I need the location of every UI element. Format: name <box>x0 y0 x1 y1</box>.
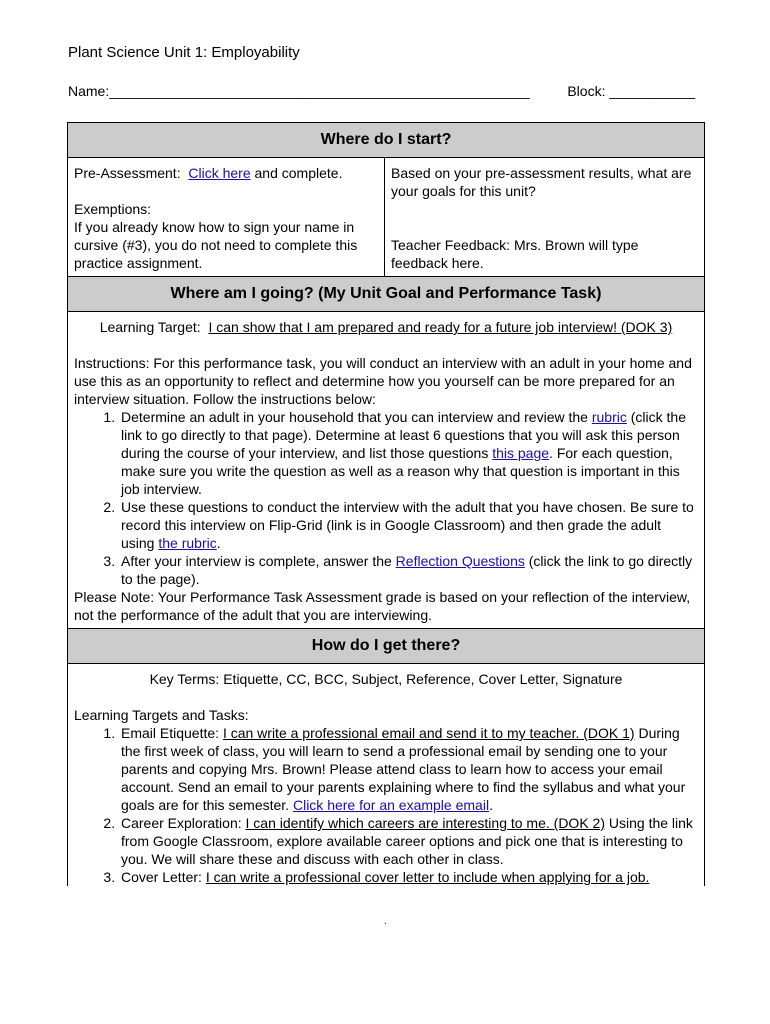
learning-target-label: Learning Target: <box>99 319 201 335</box>
performance-task-cell <box>68 312 704 629</box>
this-page-link[interactable]: this page <box>492 445 550 461</box>
pre-assessment-after: and complete. <box>250 165 343 181</box>
section-heading-get-there: How do I get there? <box>68 629 704 664</box>
goals-cell <box>385 158 704 276</box>
reflection-questions-link[interactable]: Reflection Questions <box>395 553 525 569</box>
rubric-link[interactable]: rubric <box>591 409 627 425</box>
step-1: 1. Determine an adult in your household that you can interview and review the rubric (click the link to go directly to that page). Determine at least 6 questions that you will ask this person during the course of your interview, and list those questions this page. For each question, make sure you write the question as well as a reason why that question is important in this job interview. <box>119 408 698 498</box>
exemptions-label: Exemptions: <box>74 201 152 217</box>
targets-label: Learning Targets and Tasks: <box>74 707 249 723</box>
learning-target-line <box>74 318 698 336</box>
instructions-text: Instructions: For this performance task, you will conduct an interview with an adult in your home and use this as an opportunity to reflect and determine how you yourself can be more prepared for an interview situation. Follow the instructions below: <box>74 355 692 407</box>
step-2: 2. Use these questions to conduct the interview with the adult that you have chosen. Be sure to record this interview on Flip-Grid (link is in Google Classroom) and then grade the adult using the rubric. <box>119 498 698 552</box>
goals-question: Based on your pre-assessment results, what are your goals for this unit? <box>391 165 692 199</box>
block-field[interactable]: Block: ___________ <box>567 83 695 99</box>
instruction-steps <box>74 408 698 588</box>
task-email-etiquette: 1. Email Etiquette: I can write a professional email and send it to my teacher. (DOK 1) During the first week of class, you will learn to send a professional email by sending one to your parents and copying Mrs. Brown! Please attend class to learn how to access your email account. Send an email to your parents explaining where to find the syllabus and what your goals are for this semester. Click here for an example email. <box>119 724 698 814</box>
section-heading-going: Where am I going? (My Unit Goal and Performance Task) <box>68 277 704 312</box>
start-row <box>68 158 704 277</box>
learning-target-text: I can show that I am prepared and ready for a future job interview! (DOK 3) <box>208 319 673 335</box>
lesson-table <box>67 122 705 886</box>
pre-assessment-link[interactable]: Click here <box>188 165 251 181</box>
task-cover-letter: 3. Cover Letter: I can write a professional cover letter to include when applying for a job. <box>119 868 698 886</box>
name-field[interactable]: Name:______________________________________________________ <box>68 83 530 99</box>
section-heading-start: Where do I start? <box>68 123 704 158</box>
please-note: Please Note: Your Performance Task Assessment grade is based on your reflection of the interview, not the performance of the adult that you are interviewing. <box>74 589 691 623</box>
page-title: Plant Science Unit 1: Employability <box>68 44 300 61</box>
teacher-feedback: Teacher Feedback: Mrs. Brown will type feedback here. <box>391 237 639 271</box>
exemptions-text: If you already know how to sign your name in cursive (#3), you do not need to complete this practice assignment. <box>74 219 358 271</box>
pre-assessment-line <box>74 164 378 182</box>
task-career-exploration: 2. Career Exploration: I can identify which careers are interesting to me. (DOK 2) Using the link from Google Classroom, explore available career options and pick one that is interesting to you. We will share these and discuss with each other in class. <box>119 814 698 868</box>
name-block-line <box>68 83 695 99</box>
the-rubric-link[interactable]: the rubric <box>158 535 217 551</box>
example-email-link[interactable]: Click here for an example email <box>292 797 490 813</box>
pre-assessment-cell <box>68 158 385 276</box>
tasks-cell <box>68 664 704 886</box>
step-3: 3. After your interview is complete, answer the Reflection Questions (click the link to go directly to the page). <box>119 552 698 588</box>
page-marker: . <box>384 916 387 927</box>
task-list <box>74 724 698 886</box>
pre-assessment-label: Pre-Assessment: <box>74 165 181 181</box>
key-terms: Key Terms: Etiquette, CC, BCC, Subject, Reference, Cover Letter, Signature <box>149 671 623 687</box>
